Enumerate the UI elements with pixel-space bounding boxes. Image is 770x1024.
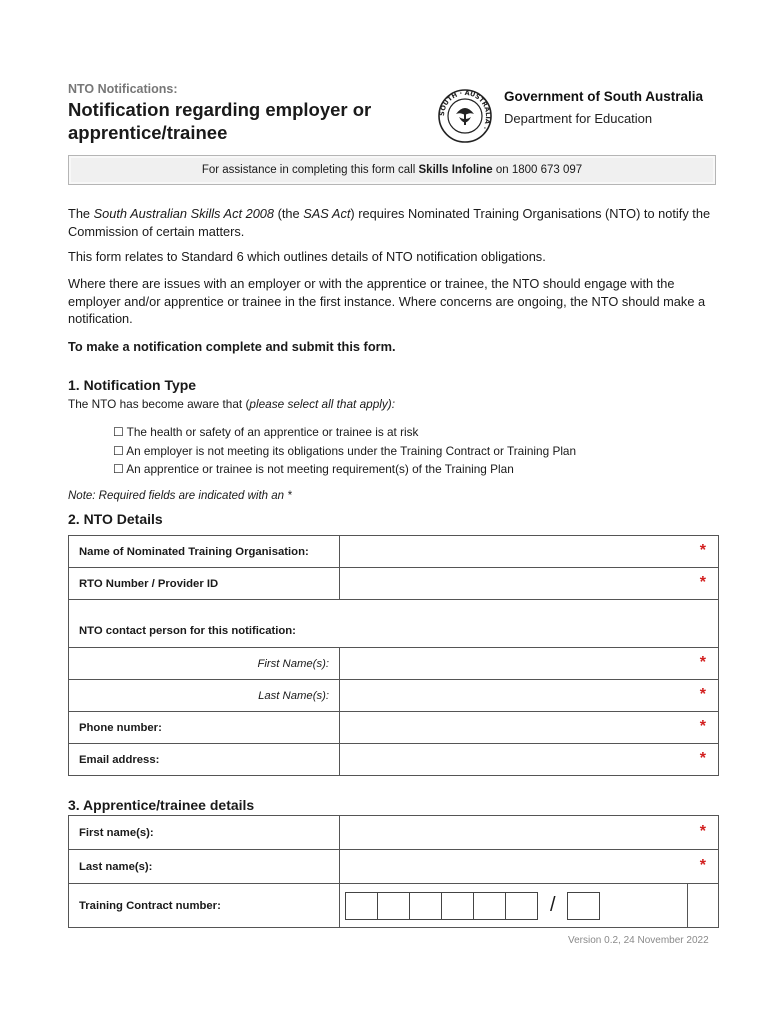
rto-number-field[interactable] xyxy=(340,568,719,600)
section-heading-apprentice-details: 3. Apprentice/trainee details xyxy=(68,797,255,813)
checkbox-option-employer-obligations[interactable] xyxy=(113,442,576,461)
checkbox-icon[interactable]: ☐ xyxy=(113,425,124,439)
apprentice-first-name-label: First name(s): xyxy=(69,816,340,850)
first-name-label: First Name(s): xyxy=(69,648,340,680)
department-name: Department for Education xyxy=(504,111,653,126)
version-footer: Version 0.2, 24 November 2022 xyxy=(568,935,709,946)
svg-text:SOUTH · AUSTRALIA ·: SOUTH · AUSTRALIA · xyxy=(437,88,493,131)
intro-paragraph-act xyxy=(68,205,718,240)
required-marker: * xyxy=(699,653,706,671)
intro-text: ) requires Nominated Training Organisations (NTO) to notify the Commission of certain matters. xyxy=(68,206,711,239)
required-marker: * xyxy=(699,822,706,840)
checkbox-icon[interactable]: ☐ xyxy=(113,462,124,476)
notification-lead-text xyxy=(68,396,718,414)
required-fields-note: Note: Required fields are indicated with an * xyxy=(68,490,292,502)
email-field[interactable] xyxy=(340,744,719,776)
contact-first-name-field[interactable] xyxy=(340,648,719,680)
nto-details-table xyxy=(68,535,719,776)
page-title: Notification regarding employer or apprentice/trainee xyxy=(68,99,372,143)
digit-box[interactable] xyxy=(567,892,600,920)
assistance-phone-text: on 1800 673 097 xyxy=(492,164,583,176)
required-marker: * xyxy=(699,685,706,703)
required-marker: * xyxy=(699,541,706,559)
checkbox-label: The health or safety of an apprentice or trainee is at risk xyxy=(126,425,419,439)
intro-paragraph-standard: This form relates to Standard 6 which outlines details of NTO notification obligations. xyxy=(68,249,546,264)
apprentice-last-name-field[interactable] xyxy=(340,850,719,884)
digit-box[interactable] xyxy=(505,892,538,920)
instruction-text: To make a notification complete and submit this form. xyxy=(68,339,396,354)
checkbox-option-health-safety[interactable] xyxy=(113,423,418,442)
lead-instruction: please select all that apply): xyxy=(249,397,395,411)
rto-number-label: RTO Number / Provider ID xyxy=(69,568,340,600)
training-contract-label: Training Contract number: xyxy=(69,884,340,928)
last-name-label: Last Name(s): xyxy=(69,680,340,712)
section-heading-nto-details: 2. NTO Details xyxy=(68,511,163,527)
apprentice-details-table xyxy=(68,815,719,928)
checkbox-label: An employer is not meeting its obligations under the Training Contract or Training Plan xyxy=(126,444,577,458)
org-name-label: Name of Nominated Training Organisation: xyxy=(69,536,340,568)
digit-box[interactable] xyxy=(409,892,442,920)
apprentice-last-name-label: Last name(s): xyxy=(69,850,340,884)
act-abbrev: SAS Act xyxy=(303,206,351,221)
org-name-field[interactable] xyxy=(340,536,719,568)
act-name: South Australian Skills Act 2008 xyxy=(93,206,275,221)
digit-box[interactable] xyxy=(441,892,474,920)
contract-separator: / xyxy=(550,894,556,916)
checkbox-icon[interactable]: ☐ xyxy=(113,444,124,458)
required-marker: * xyxy=(699,717,706,735)
government-name: Government of South Australia xyxy=(504,89,704,104)
lead-text: The NTO has become aware that ( xyxy=(68,397,250,411)
checkbox-label: An apprentice or trainee is not meeting requirement(s) of the Training Plan xyxy=(126,462,514,476)
phone-label: Phone number: xyxy=(69,712,340,744)
training-contract-field[interactable] xyxy=(340,884,688,928)
assistance-text-prefix: For assistance in completing this form call xyxy=(201,164,419,176)
required-marker: * xyxy=(699,749,706,767)
required-marker: * xyxy=(699,856,706,874)
contact-last-name-field[interactable] xyxy=(340,680,719,712)
intro-text: (the xyxy=(274,206,304,221)
checkbox-option-training-plan[interactable] xyxy=(113,460,514,479)
skills-infoline-label: Skills Infoline xyxy=(418,164,493,176)
phone-field[interactable] xyxy=(340,712,719,744)
digit-box[interactable] xyxy=(377,892,410,920)
contract-end-cell xyxy=(687,884,718,928)
contract-number-boxes xyxy=(346,892,687,920)
digit-box[interactable] xyxy=(473,892,506,920)
state-crest-logo xyxy=(437,88,493,144)
intro-paragraph-issues: Where there are issues with an employer or with the apprentice or trainee, the NTO should engage with the employer and/or apprentice or trainee in the first instance. Where concerns are ongoing, the NTO should make a notification. xyxy=(68,276,706,326)
intro-text: The xyxy=(68,206,94,221)
digit-box[interactable] xyxy=(345,892,378,920)
assistance-banner xyxy=(68,155,716,185)
section-heading-notification-type: 1. Notification Type xyxy=(68,377,197,393)
required-marker: * xyxy=(699,573,706,591)
email-label: Email address: xyxy=(69,744,340,776)
form-category: NTO Notifications: xyxy=(68,82,178,96)
apprentice-first-name-field[interactable] xyxy=(340,816,719,850)
contact-person-label: NTO contact person for this notification: xyxy=(69,600,719,648)
